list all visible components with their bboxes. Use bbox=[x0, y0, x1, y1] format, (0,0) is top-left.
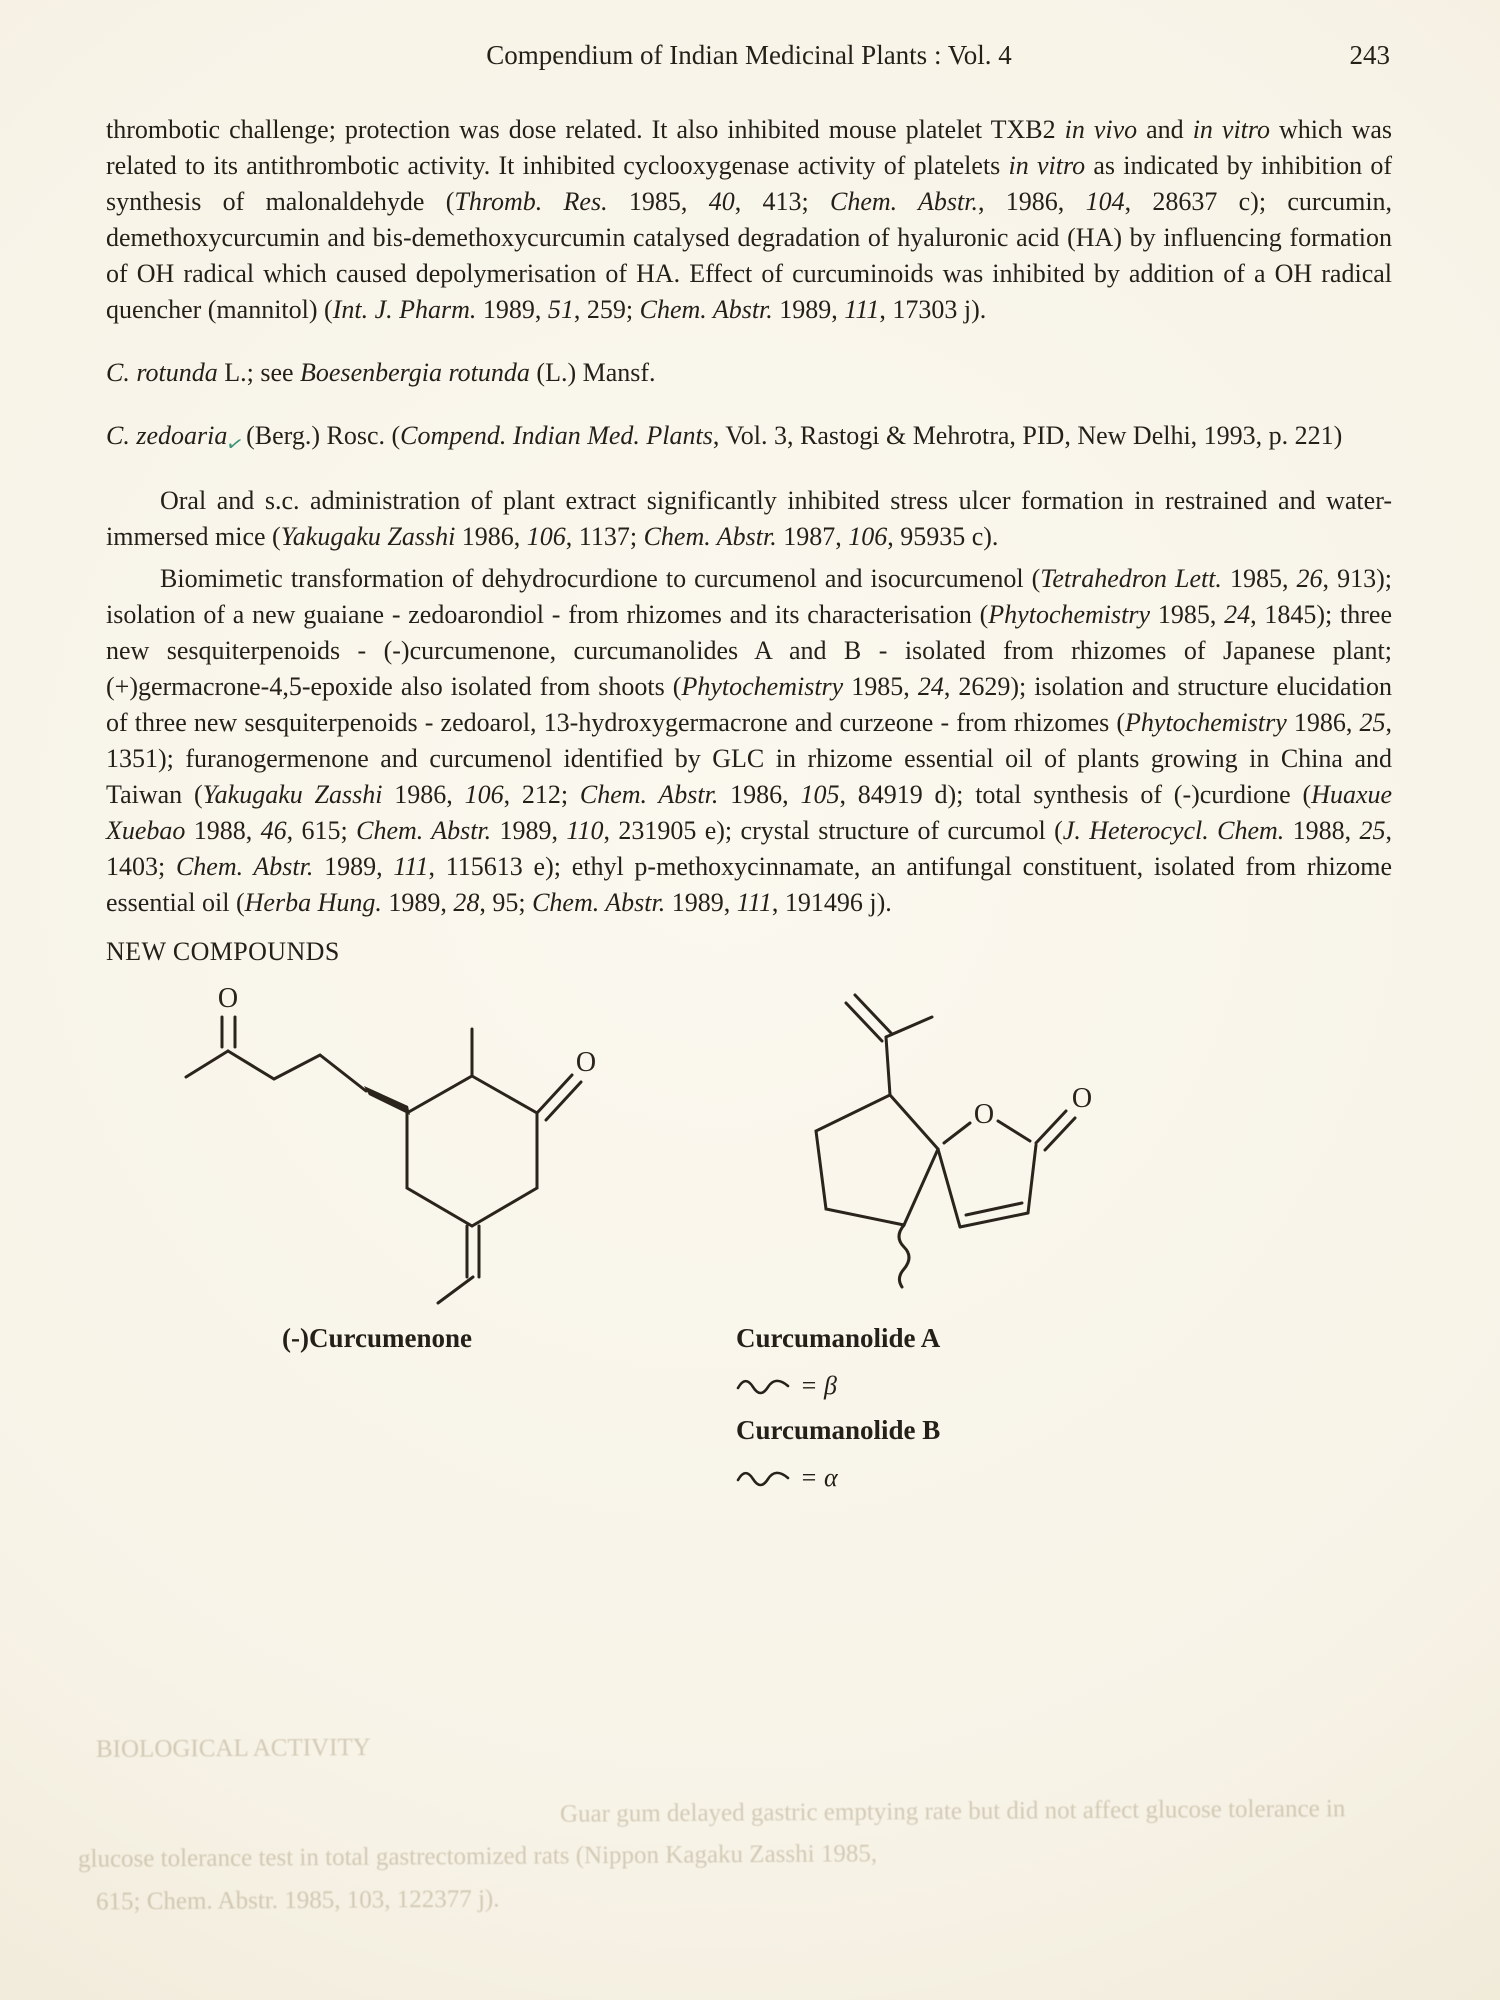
curcumanolide-b-note bbox=[736, 1463, 940, 1493]
compound-figures bbox=[106, 971, 1392, 1551]
curcumanolide-a-label: Curcumanolide A bbox=[736, 1323, 941, 1353]
paragraph: C. zedoaria✓(Berg.) Rosc. (Compend. Indian Med. Plants, Vol. 3, Rastogi & Mehrotra, PID, New Delhi, 1993, p. 221) bbox=[106, 418, 1392, 456]
curcumanolide-labels bbox=[736, 1323, 940, 1507]
body-paragraphs bbox=[106, 112, 1392, 921]
book-title: Compendium of Indian Medicinal Plants : Vol. 4 bbox=[486, 40, 1012, 70]
bleedthrough-text: BIOLOGICAL ACTIVITY bbox=[95, 1734, 371, 1763]
wavy-bond-icon bbox=[736, 1377, 790, 1395]
beta-note-text: = β bbox=[800, 1371, 837, 1400]
page-content bbox=[106, 40, 1392, 1551]
pencil-mark: ✓ bbox=[224, 432, 246, 458]
bleedthrough-text: Guar gum delayed gastric emptying rate but did not affect glucose tolerance in bbox=[559, 1795, 1346, 1828]
curcumenone-structure-drawing bbox=[142, 971, 612, 1316]
oxygen-label: O bbox=[575, 1047, 597, 1078]
section-heading-new-compounds: NEW COMPOUNDS bbox=[106, 937, 340, 966]
curcumanolide-structure-drawing bbox=[698, 975, 1098, 1320]
oxygen-label: O bbox=[1071, 1083, 1093, 1114]
paragraph: Biomimetic transformation of dehydrocurdione to curcumenol and isocurcumenol (Tetrahedron Lett. 1985, 26, 913); isolation of a new guaiane - zedoarondiol - from rhizomes and its characterisation (Phytochemistry 1985, 24, 1845); three new sesquiterpenoids - (-)curcumenone, curcumanolides A and B - isolated from rhizomes of Japanese plant; (+)germacrone-4,5-epoxide also isolated from shoots (Phytochemistry 1985, 24, 2629); isolation and structure elucidation of three new sesquiterpenoids - zedoarol, 13-hydroxygermacrone and curzeone - from rhizomes (Phytochemistry 1986, 25, 1351); furanogermenone and curcumenol identified by GLC in rhizome essential oil of plants growing in China and Taiwan (Yakugaku Zasshi 1986, 106, 212; Chem. Abstr. 1986, 105, 84919 d); total synthesis of (-)curdione (Huaxue Xuebao 1988, 46, 615; Chem. Abstr. 1989, 110, 231905 e); crystal structure of curcumol (J. Heterocycl. Chem. 1988, 25, 1403; Chem. Abstr. 1989, 111, 115613 e); ethyl p-methoxycinnamate, an antifungal constituent, isolated from rhizome essential oil (Herba Hung. 1989, 28, 95; Chem. Abstr. 1989, 111, 191496 j). bbox=[106, 564, 1393, 917]
oxygen-label: O bbox=[973, 1099, 995, 1130]
curcumanolide-b-label: Curcumanolide B bbox=[736, 1415, 941, 1445]
page-number: 243 bbox=[1349, 40, 1390, 70]
bleedthrough-text: 615; Chem. Abstr. 1985, 103, 122377 j). bbox=[95, 1885, 500, 1916]
paragraph: C. rotunda L.; see Boesenbergia rotunda (L.) Mansf. bbox=[106, 358, 656, 387]
wavy-bond-icon bbox=[736, 1469, 790, 1487]
curcumanolide-a-note bbox=[736, 1371, 940, 1401]
oxygen-label: O bbox=[217, 983, 239, 1014]
bleedthrough-text: glucose tolerance test in total gastrectomized rats (Nippon Kagaku Zasshi 1985, bbox=[77, 1840, 878, 1873]
alpha-note-text: = α bbox=[800, 1463, 838, 1492]
curcumenone-label: (-)Curcumenone bbox=[282, 1323, 472, 1353]
paragraph: thrombotic challenge; protection was dose related. It also inhibited mouse platelet TXB2 in vivo and in vitro which was related to its antithrombotic activity. It inhibited cyclooxygenase activity of platelets in vitro as indicated by inhibition of synthesis of malonaldehyde (Thromb. Res. 1985, 40, 413; Chem. Abstr., 1986, 104, 28637 c); curcumin, demethoxycurcumin and bis-demethoxycurcumin catalysed degradation of hyaluronic acid (HA) by influencing formation of OH radical which caused depolymerisation of HA. Effect of curcuminoids was inhibited by addition of a OH radical quencher (mannitol) (Int. J. Pharm. 1989, 51, 259; Chem. Abstr. 1989, 111, 17303 j). bbox=[106, 115, 1393, 324]
paragraph: Oral and s.c. administration of plant extract significantly inhibited stress ulcer formation in restrained and water-immersed mice (Yakugaku Zasshi 1986, 106, 1137; Chem. Abstr. 1987, 106, 95935 c). bbox=[106, 486, 1392, 551]
running-header bbox=[106, 40, 1392, 82]
